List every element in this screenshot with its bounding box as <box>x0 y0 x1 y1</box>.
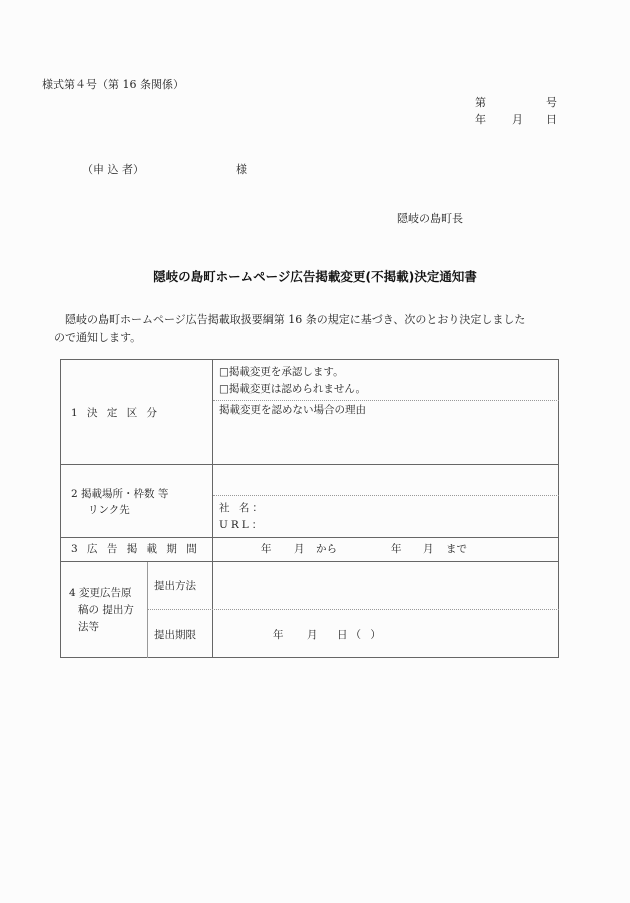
body-paragraph <box>54 311 564 347</box>
submission-method-label: 提出方法 <box>154 580 196 592</box>
deadline-day: 日（ ） <box>337 629 384 641</box>
doc-number-prefix: 第 <box>475 96 486 109</box>
page-title: 隠岐の島町ホームページ広告掲載変更(不掲載)決定通知書 <box>153 269 477 284</box>
row1-dotted-divider <box>213 400 559 401</box>
row4-dotted-divider <box>148 609 559 610</box>
row2-label-line1: 2 掲載場所・枠数 等 <box>71 488 169 500</box>
body-line-1: 隠岐の島町ホームページ広告掲載取扱要綱第 16 条の規定に基づき、次のとおり決定しました <box>65 313 526 326</box>
deadline-year: 年 <box>273 629 284 641</box>
deadline-month: 月 <box>307 629 318 641</box>
decision-table <box>60 359 559 658</box>
date-month: 月 <box>512 113 523 126</box>
sender-name: 隠岐の島町長 <box>397 212 463 225</box>
option-approve[interactable]: □掲載変更を承認します。 <box>219 366 344 378</box>
row4-subdivider <box>147 562 148 658</box>
submission-deadline-label: 提出期限 <box>154 629 196 641</box>
row2-dotted-divider <box>213 495 559 496</box>
applicant-label: （申 込 者） <box>82 163 144 176</box>
period-to-year: 年 <box>391 543 402 555</box>
period-from-year: 年 <box>261 543 272 555</box>
form-number: 様式第４号（第 16 条関係） <box>42 78 184 91</box>
row4-label-line3: 法等 <box>78 621 99 633</box>
row2-label-line2: リンク先 <box>88 504 130 516</box>
row4-label-line1: 4 変更広告原 <box>69 587 132 599</box>
reason-label: 掲載変更を認めない場合の理由 <box>219 404 366 416</box>
url-label: URL： <box>219 519 266 531</box>
doc-number-suffix: 号 <box>546 96 557 109</box>
column-divider <box>212 360 213 658</box>
row4-label-line2: 稿の 提出方 <box>78 604 134 616</box>
period-to-month: 月 <box>423 543 434 555</box>
period-from-word: から <box>316 543 337 555</box>
row2-bottom <box>61 537 559 538</box>
row3-bottom <box>61 561 559 562</box>
company-name-label: 社 名： <box>219 502 266 514</box>
period-from-month: 月 <box>294 543 305 555</box>
period-to-word: まで <box>446 543 467 555</box>
body-line-2: ので通知します。 <box>54 331 142 344</box>
date-day: 日 <box>546 113 557 126</box>
date-year: 年 <box>475 113 486 126</box>
row1-label: 1 決 定 区 分 <box>71 407 161 419</box>
applicant-honorific: 様 <box>236 163 247 176</box>
row1-bottom <box>61 464 559 465</box>
row3-label: 3 広 告 掲 載 期 間 <box>71 543 200 555</box>
option-reject[interactable]: □掲載変更は認められません。 <box>219 383 367 395</box>
